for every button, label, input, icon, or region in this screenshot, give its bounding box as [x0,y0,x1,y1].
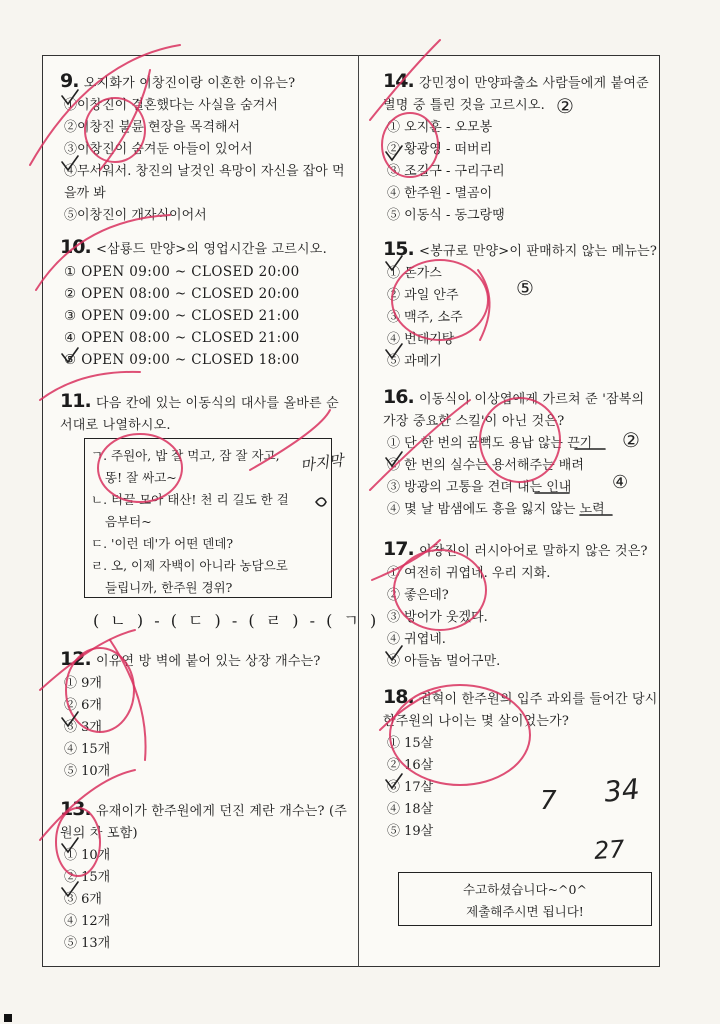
handwritten-answer-q16: ② [622,428,640,452]
red-pen-stroke [380,690,440,730]
closing-line-1: 수고하셨습니다~^0^ [463,882,587,897]
question-number: 12. [60,648,91,670]
red-pen-circle [392,260,488,340]
red-pen-circle [394,550,486,630]
option-1[interactable]: ① 10개 [64,848,111,863]
question-text: 강민정이 만양파출소 사람들에게 붙여준 별명 중 틀린 것을 고르시오. [383,76,649,113]
option-3[interactable]: ③ 3개 [64,720,102,735]
red-pen-stroke [40,630,135,690]
handwritten-note-q11: 마지막 [299,451,345,475]
option-2[interactable]: ② 과일 안주 [387,288,459,303]
red-pen-stroke [36,215,170,290]
option-1[interactable]: ① 단 한 번의 꿈뻑도 용납 않는 끈기 [387,436,593,451]
question-number: 15. [383,238,414,260]
option-1[interactable]: ①이창진이 결혼했다는 사실을 숨겨서 [64,98,278,113]
question-number: 11. [60,390,91,412]
question-text: 다음 칸에 있는 이동식의 대사를 올바른 순서대로 나열하시오. [60,396,339,433]
red-pen-stroke [40,372,140,400]
question-number: 16. [383,386,414,408]
option-5[interactable]: ⑤ 13개 [64,936,111,951]
handwritten-answer-q14: ② [556,94,574,118]
option-4[interactable]: ④ 15개 [64,742,111,757]
question-text: 오지화가 이창진이랑 이혼한 이유는? [83,76,296,91]
check-mark [386,646,402,660]
option-2[interactable]: ② 6개 [64,698,102,713]
closing-line-2: 제출해주시면 됩니다! [466,904,584,919]
option-2[interactable]: ② 황광영 - 떠버리 [387,142,493,157]
red-pen-circle [85,98,145,162]
check-mark [62,348,78,362]
dialogue-line: ㄴ. 티끌 모아 태산! 천 리 길도 한 걸 [91,492,289,507]
option-2[interactable]: ② OPEN 08:00 ~ CLOSED 20:00 [64,286,300,302]
option-1[interactable]: ① 9개 [64,676,102,691]
option-4[interactable]: ④ 귀엽네. [387,632,446,647]
red-pen-stroke [30,45,180,165]
question-text: 이동식이 이상엽에게 가르쳐 준 '잠복의 가장 중요한 스킬'이 아닌 것은? [383,392,645,429]
option-1[interactable]: ① 돈가스 [387,266,442,281]
dialogue-line: 똥! 잘 싸고~ [105,470,177,485]
option-5[interactable]: ⑤ 과메기 [387,354,442,369]
red-pen-stroke [370,40,440,120]
question-text: <삼룡드 만양>의 영업시간을 고르시오. [96,242,327,257]
option-4[interactable]: ④ 18살 [387,802,434,817]
red-pen-circle [56,808,100,876]
option-5[interactable]: ⑤ 아들놈 멀어구만. [387,654,501,669]
option-2[interactable]: ② 좋은데? [387,588,449,603]
option-3[interactable]: ③ 맥주, 소주 [387,310,463,325]
handwritten-answer-q15: ⑤ [516,276,534,300]
option-3[interactable]: ③이창진이 숨겨둔 아들이 있어서 [64,142,253,157]
question-text: 이유연 방 벽에 붙어 있는 상장 개수는? [96,654,321,669]
question-number: 14. [383,70,414,92]
option-5[interactable]: ⑤ 19살 [387,824,434,839]
check-mark [386,452,402,466]
dialogue-line: ㄱ. 주원아, 밥 잘 먹고, 잠 잘 자고, [91,448,280,463]
option-3[interactable]: ③ 6개 [64,892,102,907]
handwritten-extra-q16: ④ [612,472,629,493]
option-5[interactable]: ⑤이창진이 개자식이어서 [64,208,207,223]
answer-order[interactable]: ( ㄴ ) - ( ㄷ ) - ( ㄹ ) - ( ㄱ ) [93,611,380,630]
check-mark [386,256,402,270]
question-number: 9. [60,70,79,92]
option-3[interactable]: ③ 방광의 고통을 견뎌 내는 인내 [387,480,572,495]
option-5[interactable]: ⑤ 이동식 - 동그랑땡 [387,208,505,223]
option-2[interactable]: ② 한 번의 실수는 용서해주는 배려 [387,458,584,473]
red-pen-stroke [40,770,135,840]
check-mark [386,774,402,788]
question-number: 17. [383,538,414,560]
option-3[interactable]: ③ 방어가 웃겠다. [387,610,488,625]
red-pen-circle [98,434,182,502]
question-number: 18. [383,686,414,708]
option-3[interactable]: ③ 17살 [387,780,434,795]
pencil-scribble [316,498,326,506]
option-1[interactable]: ① 15살 [387,736,434,751]
question-number: 13. [60,798,91,820]
handwritten-score-27: 27 [593,834,626,866]
question-text: 권혁이 한주원의 입주 과외를 들어간 당시 한주원의 나이는 몇 살이었는가? [383,692,658,729]
red-pen-circle [382,113,438,177]
option-2[interactable]: ②이창진 불륜 현장을 목격해서 [64,120,241,135]
red-pen-stroke [110,640,146,760]
red-pen-stroke [250,410,330,470]
check-mark [386,344,402,358]
check-mark [386,146,402,160]
option-3[interactable]: ③ OPEN 09:00 ~ CLOSED 21:00 [64,308,300,324]
red-pen-stroke [372,540,440,580]
red-pen-stroke [370,400,470,490]
option-4[interactable]: ④ 번데기탕 [387,332,455,347]
check-mark [62,838,78,852]
question-number: 10. [60,236,91,258]
option-4[interactable]: ④ 한주원 - 멸곰이 [387,186,493,201]
option-4[interactable]: ④ 12개 [64,914,111,929]
option-4[interactable]: ④ 몇 날 밤샘에도 흥을 잃지 않는 노력 [387,502,605,517]
question-text: 이창진이 러시아어로 말하지 않은 것은? [419,544,648,559]
red-pen-circle [66,648,134,732]
option-5[interactable]: ⑤ 10개 [64,764,111,779]
red-pen-stroke [100,70,150,170]
dialogue-line: 들립니까, 한주원 경위? [105,580,233,595]
option-3[interactable]: ③ 조길구 - 구리구리 [387,164,505,179]
option-5[interactable]: ⑤ OPEN 09:00 ~ CLOSED 18:00 [64,352,300,368]
check-mark [62,156,78,170]
question-text: <봉규로 만양>이 판매하지 않는 메뉴는? [419,244,658,259]
option-1[interactable]: ① 오지훈 - 오모봉 [387,120,493,135]
question-text: 유재이가 한주원에게 던진 계란 개수는? (주원의 차 포함) [60,804,348,841]
scan-corner-mark [4,1014,12,1022]
option-4[interactable]: ④ OPEN 08:00 ~ CLOSED 21:00 [64,330,300,346]
dialogue-line: ㄷ. '이런 데'가 어떤 덴데? [91,536,234,551]
dialogue-line: 음부터~ [105,514,152,529]
option-4[interactable]: ④무서워서. 창진의 날것인 욕망이 자신을 잡아 먹을까 봐 [64,164,345,201]
dialogue-line: ㄹ. 오, 이제 자백이 아니라 농담으로 [91,558,288,573]
red-pen-circle [480,398,560,482]
option-2[interactable]: ② 16살 [387,758,434,773]
handwritten-mark-7: 7 [540,786,557,816]
check-mark [62,882,78,896]
handwritten-score-34: 34 [602,772,642,809]
option-2[interactable]: ② 15개 [64,870,111,885]
red-pen-circle [390,685,530,785]
option-1[interactable]: ① 여전히 귀엽네. 우리 지화. [387,566,551,581]
option-1[interactable]: ① OPEN 09:00 ~ CLOSED 20:00 [64,264,300,280]
